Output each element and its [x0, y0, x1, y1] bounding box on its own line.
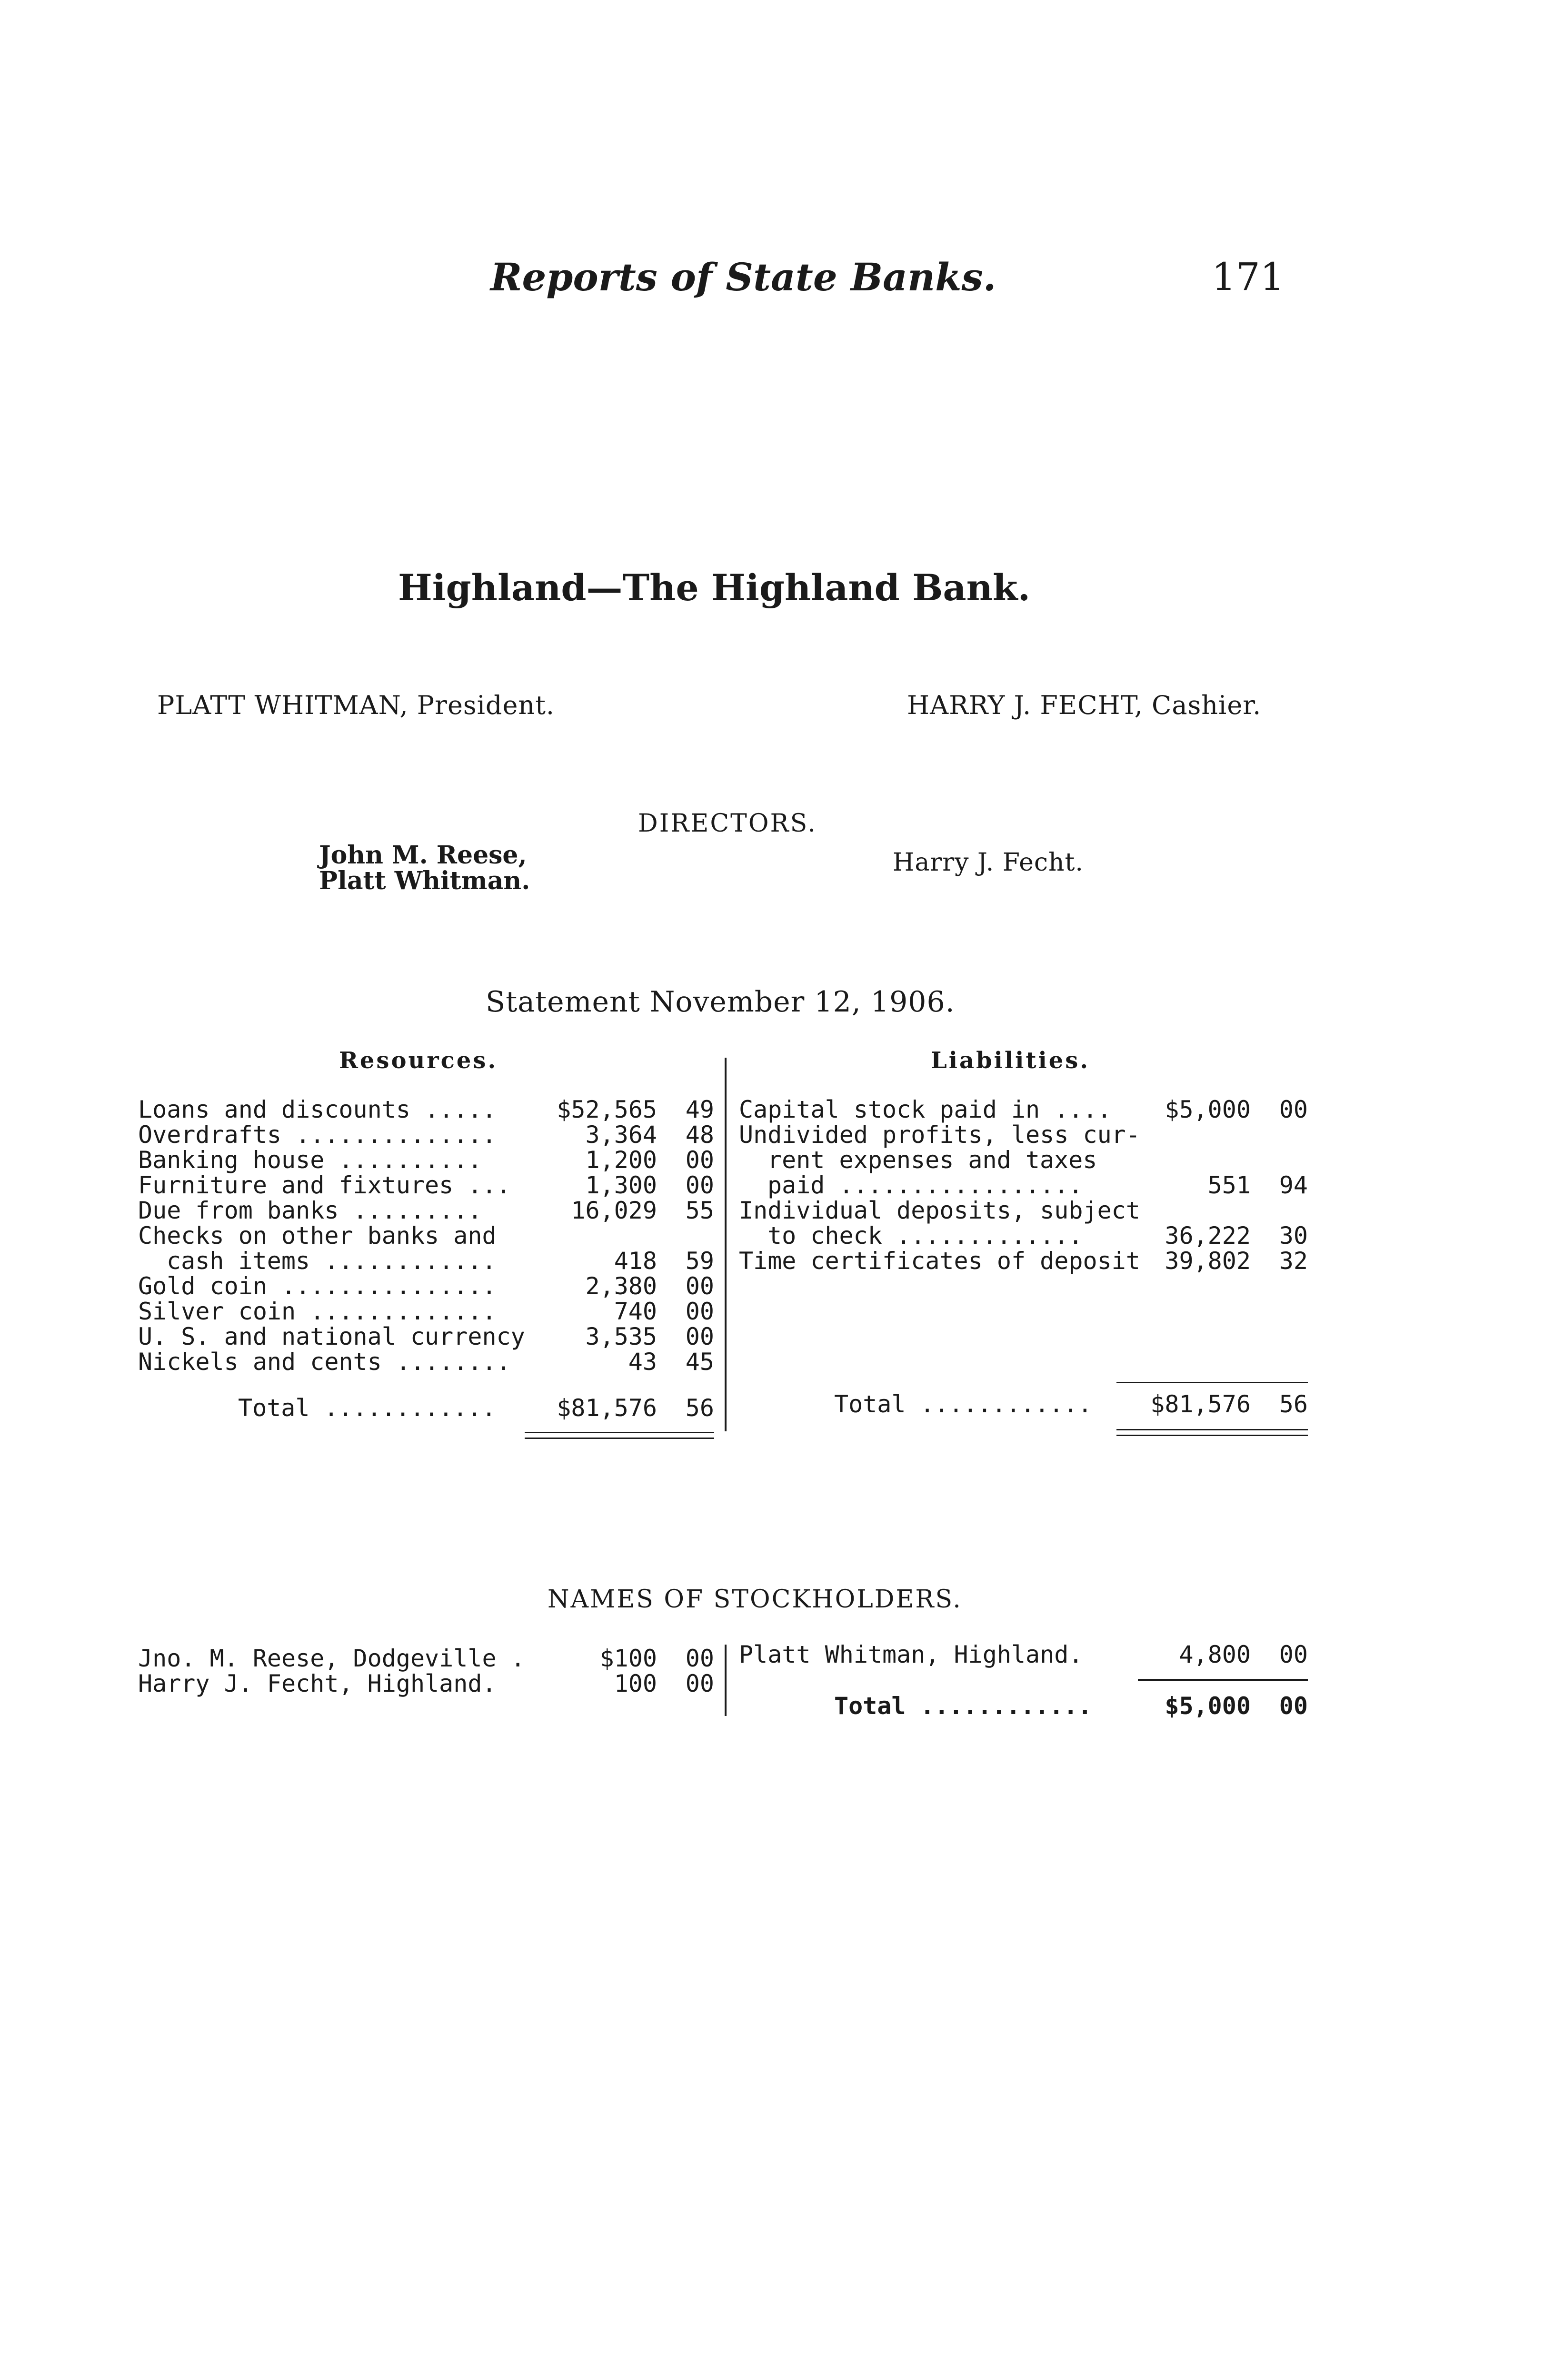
row-cents: 59 — [685, 1247, 714, 1275]
row-label: rent expenses and taxes — [767, 1146, 1097, 1174]
total-dollars: $81,576 — [557, 1394, 657, 1422]
row-dollars: 2,380 — [585, 1272, 657, 1300]
director-name: Harry J. Fecht. — [893, 848, 1084, 877]
row-cents: 00 — [685, 1146, 714, 1174]
row-label: Overdrafts .............. — [138, 1121, 497, 1149]
resources-heading: Resources. — [339, 1047, 498, 1074]
total-dollars: $5,000 — [1165, 1692, 1251, 1720]
row-label: Individual deposits, subject — [739, 1197, 1140, 1224]
row-dollars: 3,535 — [585, 1323, 657, 1350]
table-row — [138, 1324, 714, 1349]
row-label: to check ............. — [767, 1222, 1083, 1250]
double-rule-bottom — [1116, 1435, 1308, 1436]
running-header-title: Reports of State Banks. — [490, 255, 996, 299]
table-row — [138, 1274, 714, 1299]
row-label: Nickels and cents ........ — [138, 1348, 511, 1376]
row-dollars: 418 — [614, 1247, 657, 1275]
resources-total-row — [138, 1396, 714, 1421]
table-row — [138, 1249, 714, 1274]
resources-list — [138, 1097, 714, 1375]
row-dollars: 16,029 — [571, 1197, 657, 1224]
row-label: Silver coin ............. — [138, 1298, 497, 1325]
row-cents: 94 — [1279, 1171, 1308, 1199]
row-cents: 30 — [1279, 1222, 1308, 1250]
row-cents: 00 — [685, 1645, 714, 1672]
table-row — [739, 1642, 1308, 1667]
row-dollars: 100 — [614, 1670, 657, 1697]
director-name: Platt Whitman. — [319, 866, 530, 895]
total-label: Total ............ — [238, 1394, 496, 1422]
stockholders-total-row — [739, 1694, 1308, 1719]
directors-left-list — [319, 843, 530, 894]
liabilities-total-row — [739, 1392, 1308, 1417]
row-cents: 45 — [685, 1348, 714, 1376]
row-cents: 48 — [685, 1121, 714, 1149]
director-name: John M. Reese, — [319, 841, 527, 870]
liabilities-list — [739, 1097, 1308, 1274]
row-dollars: $52,565 — [557, 1096, 657, 1123]
total-label: Total ............ — [834, 1390, 1092, 1418]
row-cents: 00 — [685, 1272, 714, 1300]
row-cents: 00 — [685, 1323, 714, 1350]
row-dollars: 1,300 — [585, 1171, 657, 1199]
row-dollars: 36,222 — [1165, 1222, 1251, 1250]
row-label: Gold coin ............... — [138, 1272, 497, 1300]
row-cents: 49 — [685, 1096, 714, 1123]
cashier: HARRY J. FECHT, Cashier. — [907, 690, 1262, 720]
double-rule-top — [525, 1432, 714, 1433]
table-row — [739, 1122, 1308, 1148]
row-cents: 00 — [685, 1171, 714, 1199]
table-row — [138, 1097, 714, 1122]
table-row — [739, 1148, 1308, 1173]
table-row — [739, 1097, 1308, 1122]
row-label: Time certificates of deposit — [739, 1247, 1140, 1275]
row-label: U. S. and national currency — [138, 1323, 525, 1350]
table-row — [739, 1223, 1308, 1249]
column-divider — [725, 1058, 727, 1431]
president: PLATT WHITMAN, President. — [157, 690, 555, 720]
double-rule-top — [1116, 1429, 1308, 1430]
table-row — [739, 1173, 1308, 1198]
row-cents: 00 — [685, 1298, 714, 1325]
total-rule — [1138, 1679, 1308, 1681]
table-row — [138, 1148, 714, 1173]
bank-title: Highland—The Highland Bank. — [398, 566, 1031, 609]
row-label: Furniture and fixtures ... — [138, 1171, 511, 1199]
table-row — [138, 1223, 714, 1249]
stockholders-right-list — [739, 1642, 1308, 1667]
row-cents: 00 — [1279, 1641, 1308, 1668]
total-dollars: $81,576 — [1150, 1390, 1251, 1418]
row-dollars: $100 — [599, 1645, 657, 1672]
row-label: Platt Whitman, Highland. — [739, 1641, 1083, 1668]
row-dollars: 1,200 — [585, 1146, 657, 1174]
table-row — [138, 1122, 714, 1148]
row-dollars: 39,802 — [1165, 1247, 1251, 1275]
row-dollars: 740 — [614, 1298, 657, 1325]
table-row — [138, 1198, 714, 1223]
total-label: Total ............ — [834, 1692, 1092, 1720]
stockholders-heading: NAMES OF STOCKHOLDERS. — [548, 1585, 962, 1614]
row-label: Banking house .......... — [138, 1146, 482, 1174]
row-label: Loans and discounts ..... — [138, 1096, 497, 1123]
row-dollars: 4,800 — [1179, 1641, 1251, 1668]
row-label: Due from banks ......... — [138, 1197, 482, 1224]
table-row — [739, 1198, 1308, 1223]
table-row — [138, 1646, 714, 1671]
row-dollars: $5,000 — [1165, 1096, 1251, 1123]
row-label: Harry J. Fecht, Highland. — [138, 1670, 497, 1697]
row-dollars: 551 — [1207, 1171, 1251, 1199]
total-cents: 56 — [685, 1394, 714, 1422]
total-rule — [1116, 1382, 1308, 1383]
row-cents: 32 — [1279, 1247, 1308, 1275]
table-row — [138, 1299, 714, 1324]
row-label: Jno. M. Reese, Dodgeville . — [138, 1645, 525, 1672]
row-cents: 00 — [1279, 1096, 1308, 1123]
row-cents: 00 — [685, 1670, 714, 1697]
directors-heading: DIRECTORS. — [638, 809, 817, 838]
row-label: cash items ............ — [167, 1247, 497, 1275]
table-row — [138, 1349, 714, 1375]
row-dollars: 3,364 — [585, 1121, 657, 1149]
row-label: Checks on other banks and — [138, 1222, 497, 1250]
row-label: Undivided profits, less cur- — [739, 1121, 1140, 1149]
statement-title: Statement November 12, 1906. — [486, 985, 955, 1019]
row-cents: 55 — [685, 1197, 714, 1224]
table-row — [138, 1671, 714, 1696]
double-rule-bottom — [525, 1438, 714, 1439]
column-divider — [725, 1645, 727, 1716]
table-row — [138, 1173, 714, 1198]
row-label: paid ................. — [767, 1171, 1083, 1199]
stockholders-left-list — [138, 1646, 714, 1696]
total-cents: 00 — [1279, 1692, 1308, 1720]
table-row — [739, 1249, 1308, 1274]
row-dollars: 43 — [628, 1348, 657, 1376]
total-cents: 56 — [1279, 1390, 1308, 1418]
row-label: Capital stock paid in .... — [739, 1096, 1112, 1123]
liabilities-heading: Liabilities. — [931, 1047, 1090, 1074]
page-number: 171 — [1212, 255, 1285, 299]
